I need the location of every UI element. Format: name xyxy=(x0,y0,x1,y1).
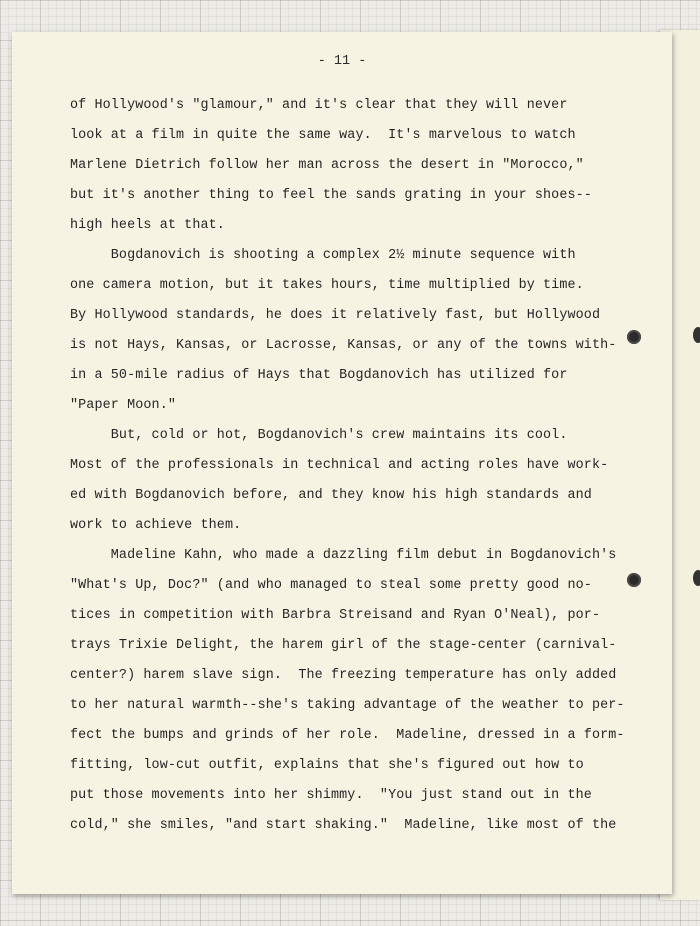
punch-hole xyxy=(693,327,700,343)
text-line: work to achieve them. xyxy=(70,518,242,533)
text-line: But, cold or hot, Bogdanovich's crew maintains its cool. xyxy=(70,428,568,443)
text-line: is not Hays, Kansas, or Lacrosse, Kansas, or any of the towns with- xyxy=(70,338,617,353)
text-line: ed with Bogdanovich before, and they know his high standards and xyxy=(70,488,592,503)
text-line: but it's another thing to feel the sands grating in your shoes-- xyxy=(70,188,592,203)
text-line: cold," she smiles, "and start shaking." Madeline, like most of the xyxy=(70,818,617,833)
text-line: By Hollywood standards, he does it relatively fast, but Hollywood xyxy=(70,308,601,323)
text-line: "What's Up, Doc?" (and who managed to steal some pretty good no- xyxy=(70,578,592,593)
text-line: to her natural warmth--she's taking advantage of the weather to per- xyxy=(70,698,625,713)
text-line: fect the bumps and grinds of her role. Madeline, dressed in a form- xyxy=(70,728,625,743)
text-line: center?) harem slave sign. The freezing temperature has only added xyxy=(70,668,617,683)
text-line: Most of the professionals in technical and acting roles have work- xyxy=(70,458,609,473)
text-line: Marlene Dietrich follow her man across the desert in "Morocco," xyxy=(70,158,584,173)
text-line: look at a film in quite the same way. It's marvelous to watch xyxy=(70,128,576,143)
text-line: tices in competition with Barbra Streisand and Ryan O'Neal), por- xyxy=(70,608,601,623)
text-line: fitting, low-cut outfit, explains that she's figured out how to xyxy=(70,758,584,773)
text-line: high heels at that. xyxy=(70,218,225,233)
text-line: Bogdanovich is shooting a complex 2½ minute sequence with xyxy=(70,248,576,263)
text-line: of Hollywood's "glamour," and it's clear that they will never xyxy=(70,98,568,113)
text-line: "Paper Moon." xyxy=(70,398,177,413)
punch-hole xyxy=(693,570,700,586)
document-page xyxy=(12,32,672,894)
text-line: put those movements into her shimmy. "You just stand out in the xyxy=(70,788,592,803)
page-number: - 11 - xyxy=(317,54,367,69)
text-line: trays Trixie Delight, the harem girl of the stage-center (carnival- xyxy=(70,638,617,653)
punch-hole xyxy=(627,573,641,587)
punch-hole xyxy=(627,330,641,344)
text-line: one camera motion, but it takes hours, time multiplied by time. xyxy=(70,278,584,293)
text-line: Madeline Kahn, who made a dazzling film debut in Bogdanovich's xyxy=(70,548,617,563)
text-line: in a 50-mile radius of Hays that Bogdanovich has utilized for xyxy=(70,368,568,383)
